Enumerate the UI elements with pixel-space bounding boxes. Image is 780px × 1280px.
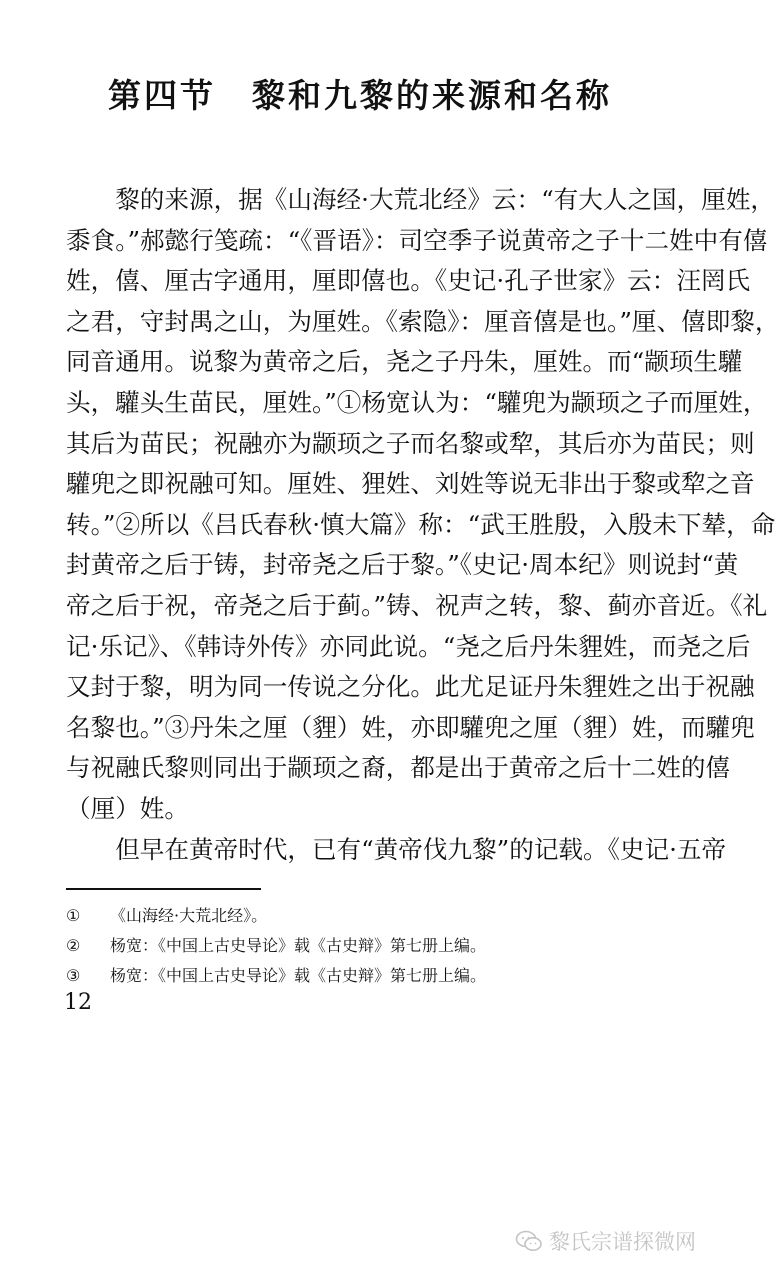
footnote-item <box>66 961 666 991</box>
wechat-icon <box>515 1230 543 1252</box>
watermark-text: 黎氏宗谱探微网 <box>549 1230 696 1254</box>
text-line: 帝之后于祝，帝尧之后于蓟。”铸、祝声之转，黎、蓟亦音近。《礼 <box>66 590 768 620</box>
footnote-item <box>66 901 666 931</box>
text-line: 名黎也。”③丹朱之厘（貍）姓，亦即驩兜之厘（貍）姓，而驩兜 <box>66 712 755 742</box>
text-line: 同音通用。说黎为黄帝之后，尧之子丹朱，厘姓。而“颛顼生驩 <box>66 347 743 377</box>
text-line: 转。”②所以《吕氏春秋·慎大篇》称：“武王胜殷，入殷未下辇，命 <box>66 509 776 539</box>
text-line: 其后为苗民；祝融亦为颛顼之子而名黎或犂，其后亦为苗民；则 <box>66 428 755 458</box>
text-line: 驩兜之即祝融可知。厘姓、狸姓、刘姓等说无非出于黎或犂之音 <box>66 469 755 499</box>
text-line: 姓，僖、厘古字通用，厘即僖也。《史记·孔子世家》云：汪罔氏 <box>66 266 751 296</box>
text-line: 黍食。”郝懿行笺疏：“《晋语》：司空季子说黄帝之子十二姓中有僖 <box>66 225 768 255</box>
footnote-item <box>66 931 666 961</box>
footnote-divider <box>66 888 261 890</box>
text-line: 黎的来源，据《山海经·大荒北经》云：“有大人之国，厘姓， <box>66 185 776 214</box>
footnote-text: 《山海经·大荒北经》。 <box>110 906 268 925</box>
text-line: （厘）姓。 <box>66 793 189 823</box>
footnote-mark: ③ <box>66 966 81 985</box>
text-line: 记·乐记》、《韩诗外传》亦同此说。“尧之后丹朱貍姓，而尧之后 <box>66 631 751 661</box>
text-line: 但早在黄帝时代，已有“黄帝伐九黎”的记载。《史记·五帝 <box>66 834 727 864</box>
section-title: 第四节 黎和九黎的来源和名称 <box>108 76 612 115</box>
footnote-mark: ① <box>66 906 81 925</box>
footnote-mark: ② <box>66 936 81 955</box>
footnotes <box>66 901 666 991</box>
footnote-text: 杨宽：《中国上古史导论》载《古史辩》第七册上编。 <box>110 966 487 985</box>
watermark <box>515 1226 696 1256</box>
body-text <box>66 180 780 870</box>
text-line: 头，驩头生苗民，厘姓。”①杨宽认为：“驩兜为颛顼之子而厘姓， <box>66 387 768 417</box>
text-line: 又封于黎，明为同一传说之分化。此尤足证丹朱貍姓之出于祝融 <box>66 672 755 702</box>
footnote-text: 杨宽：《中国上古史导论》载《古史辩》第七册上编。 <box>110 936 487 955</box>
page-number: 12 <box>64 990 92 1015</box>
text-line: 与祝融氏黎则同出于颛顼之裔，都是出于黄帝之后十二姓的僖 <box>66 753 731 783</box>
text-line: 之君，守封禺之山，为厘姓。《索隐》：厘音僖是也。”厘、僖即黎， <box>66 306 780 336</box>
text-line: 封黄帝之后于铸，封帝尧之后于黎。”《史记·周本纪》则说封“黄 <box>66 550 739 580</box>
